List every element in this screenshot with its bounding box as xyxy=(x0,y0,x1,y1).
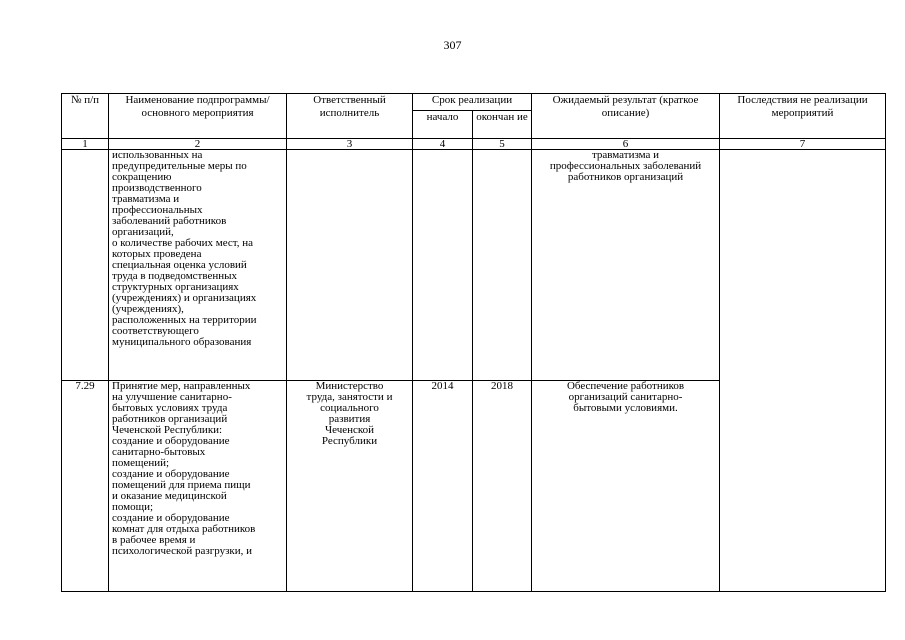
page-number: 307 xyxy=(443,38,462,52)
col-number: 4 xyxy=(413,139,473,150)
row-result: Обеспечение работников организаций санитарно- бытовыми условиями. xyxy=(532,381,720,592)
row-name: Принятие мер, направленных на улучшение санитарно- бытовых условиях труда работников организаций Чеченской Республики: создание и оборудование санитарно-бытовых помещений; создание и оборудование помещений для приема пищи и оказание медицинской помощи; создание и оборудование комнат для отдыха работников в рабочее время и психологической разгрузки, и xyxy=(109,381,287,592)
col-number: 7 xyxy=(720,139,886,150)
row-start: 2014 xyxy=(413,381,473,592)
row-num: 7.29 xyxy=(62,381,109,592)
col-number: 2 xyxy=(109,139,287,150)
header-result: Ожидаемый результат (краткое описание) xyxy=(532,94,720,139)
col-number: 5 xyxy=(473,139,532,150)
row-executor: Министерство труда, занятости и социального развития Чеченской Республики xyxy=(287,381,413,592)
header-end: окончан ие xyxy=(473,111,532,139)
row-result: травматизма и профессиональных заболеваний работников организаций xyxy=(532,150,720,381)
header-consequences: Последствия не реализации мероприятий xyxy=(720,94,886,139)
row-executor xyxy=(287,150,413,381)
header-executor: Ответственный исполнитель xyxy=(287,94,413,139)
col-number: 6 xyxy=(532,139,720,150)
row-end: 2018 xyxy=(473,381,532,592)
column-number-row xyxy=(62,139,886,150)
header-row-top xyxy=(62,94,886,111)
measures-table xyxy=(61,93,886,592)
row-consequences xyxy=(720,150,886,592)
row-num xyxy=(62,150,109,381)
col-number: 3 xyxy=(287,139,413,150)
header-period: Срок реализации xyxy=(413,94,532,111)
row-name: использованных на предупредительные меры по сокращению производственного травматизма и профессиональных заболеваний работников организаций, о количестве рабочих мест, на которых проведена специальная оценка условий труда в подведомственных структурных организациях (учреждениях) и организациях (учреждениях), расположенных на территории соответствующего муниципального образования xyxy=(109,150,287,381)
header-name: Наименование подпрограммы/ основного мероприятия xyxy=(109,94,287,139)
table-row xyxy=(62,150,886,381)
row-end xyxy=(473,150,532,381)
col-number: 1 xyxy=(62,139,109,150)
header-num: № п/п xyxy=(62,94,109,139)
header-start: начало xyxy=(413,111,473,139)
row-start xyxy=(413,150,473,381)
